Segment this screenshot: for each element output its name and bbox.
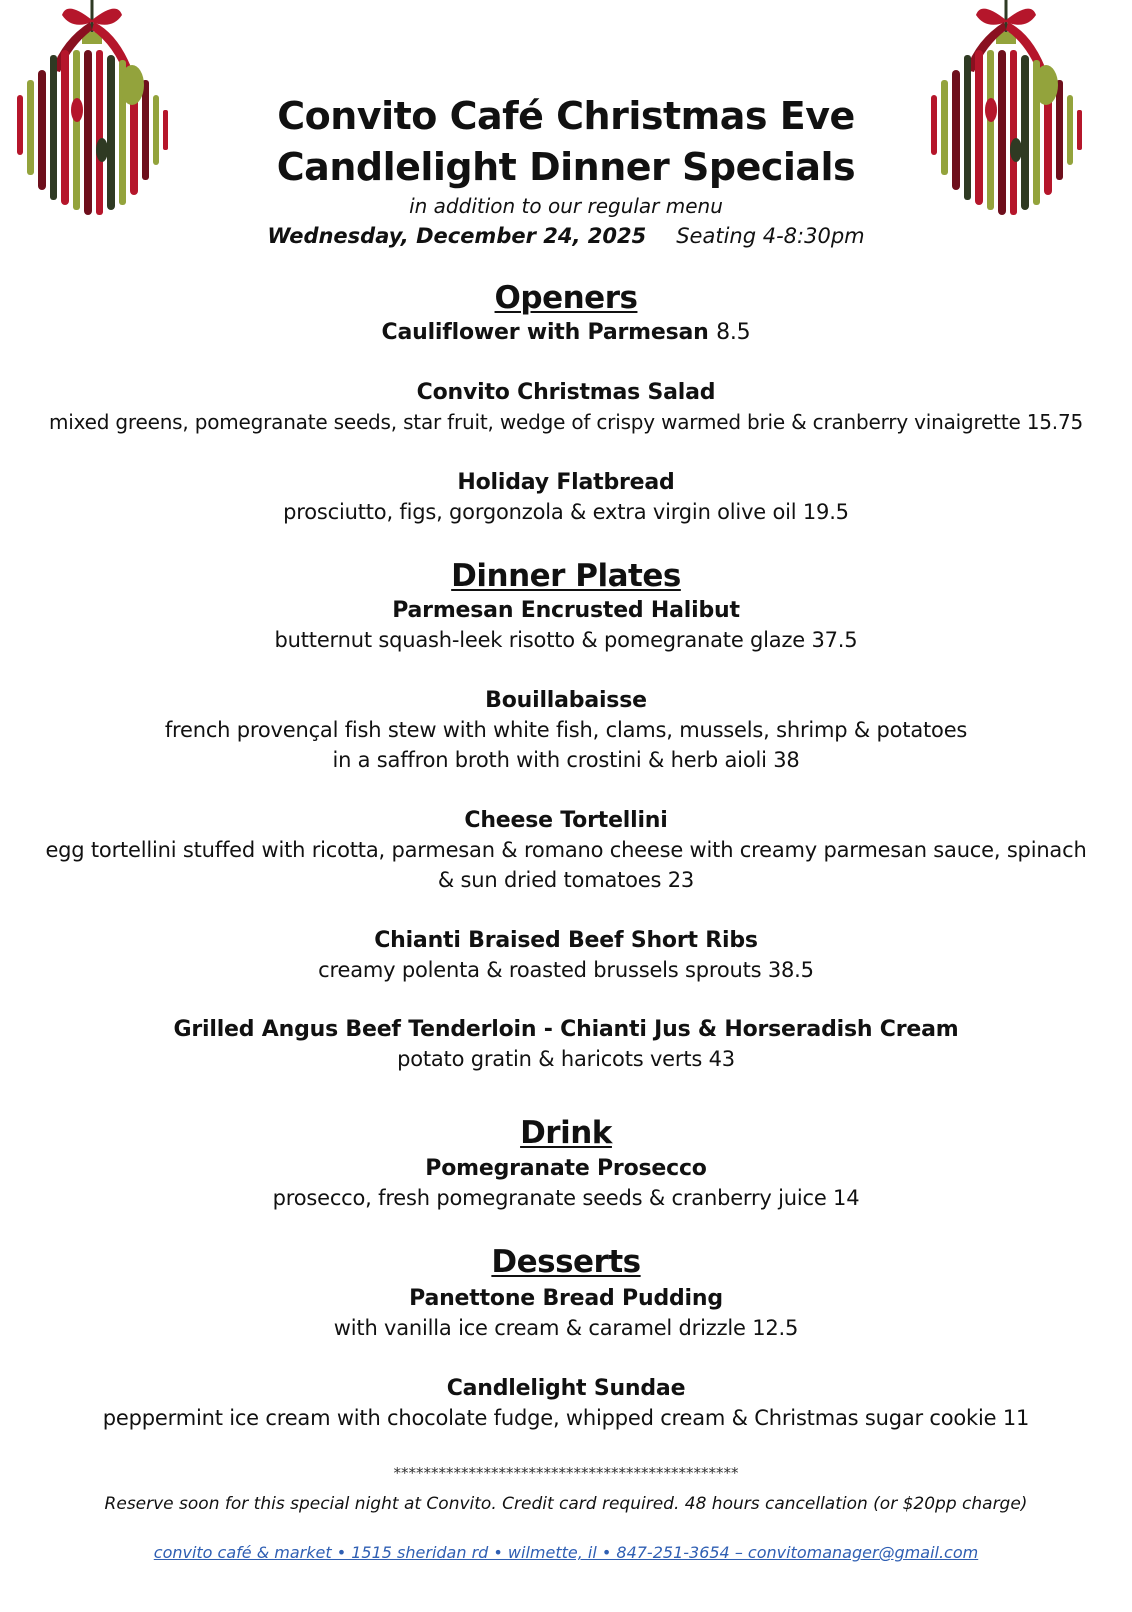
item-description: prosecco, fresh pomegranate seeds & cranberry juice 14 <box>272 1186 860 1210</box>
item-description: creamy polenta & roasted brussels sprouts 38.5 <box>318 958 814 982</box>
item-description: butternut squash-leek risotto & pomegranate glaze 37.5 <box>274 628 858 652</box>
contact-link[interactable]: convito café & market • 1515 sheridan rd • wilmette, il • 847-251-3654 – convitomanager@gmail.com <box>153 1543 979 1562</box>
item-price: 8.5 <box>716 320 751 345</box>
item-name: Cauliflower with Parmesan <box>381 320 709 345</box>
section-title-openers: Openers <box>494 280 638 316</box>
title-line-1: Convito Café Christmas Eve <box>277 94 855 138</box>
item-description: with vanilla ice cream & caramel drizzle 12.5 <box>333 1316 799 1340</box>
item-description: in a saffron broth with crostini & herb aioli 38 <box>332 748 800 772</box>
item-name: Holiday Flatbread <box>457 470 675 495</box>
item-name: Convito Christmas Salad <box>416 380 716 405</box>
item-description: prosciutto, figs, gorgonzola & extra virgin olive oil 19.5 <box>283 500 849 524</box>
item-description: peppermint ice cream with chocolate fudge, whipped cream & Christmas sugar cookie 11 <box>102 1406 1030 1430</box>
subtitle: in addition to our regular menu <box>409 194 723 218</box>
divider-stars: ********************************************** <box>393 1464 739 1482</box>
event-date: Wednesday, December 24, 2025 <box>267 224 647 248</box>
item-name: Bouillabaisse <box>485 688 647 713</box>
title-line-2: Candlelight Dinner Specials <box>276 145 856 189</box>
seating-time: Seating 4-8:30pm <box>676 224 865 248</box>
item-name: Pomegranate Prosecco <box>425 1156 707 1181</box>
item-description: french provençal fish stew with white fish, clams, mussels, shrimp & potatoes <box>164 718 968 742</box>
item-description: mixed greens, pomegranate seeds, star fruit, wedge of crispy warmed brie & cranberry vinaigrette 15.75 <box>48 410 1083 434</box>
section-title-dinner-plates: Dinner Plates <box>451 558 681 594</box>
footer-contact <box>0 1543 1132 1562</box>
item-name: Chianti Braised Beef Short Ribs <box>374 928 758 953</box>
item-description: & sun dried tomatoes 23 <box>437 868 695 892</box>
item-name: Parmesan Encrusted Halibut <box>392 598 740 623</box>
item-description: egg tortellini stuffed with ricotta, parmesan & romano cheese with creamy parmesan sauce, spinach <box>45 838 1087 862</box>
item-name: Panettone Bread Pudding <box>409 1286 723 1311</box>
item-name: Candlelight Sundae <box>446 1376 686 1401</box>
item-name: Cheese Tortellini <box>464 808 668 833</box>
section-title-drink: Drink <box>520 1115 612 1151</box>
dateline <box>0 224 1132 248</box>
item-description: potato gratin & haricots verts 43 <box>397 1047 735 1071</box>
reservation-note: Reserve soon for this special night at Convito. Credit card required. 48 hours cancellation (or $20pp charge) <box>104 1494 1028 1514</box>
item-name: Grilled Angus Beef Tenderloin - Chianti Jus & Horseradish Cream <box>173 1017 959 1042</box>
menu-item <box>0 320 1132 345</box>
section-title-desserts: Desserts <box>491 1244 641 1280</box>
